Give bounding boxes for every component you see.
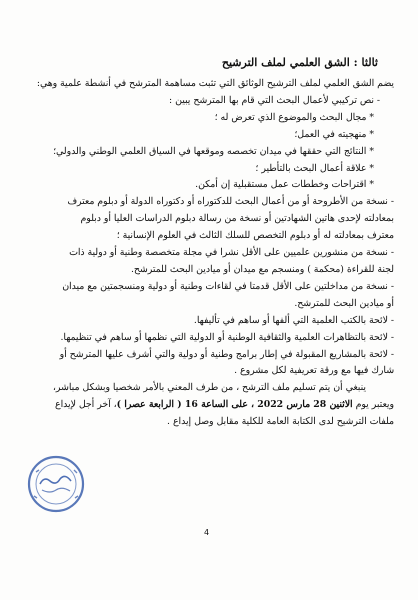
closing-text: ، آخر أجل لإيداع — [55, 399, 117, 411]
paragraph-line: - نسخة من الأطروحة أو من أعمال البحث للدكتوراه أو دكتوراه الدولة أو دبلوم معترف — [67, 196, 394, 208]
faculty-stamp — [26, 454, 86, 514]
sub-item: * اقتراحات وخططات عمل مستقبلية إن أمكن. — [195, 179, 374, 191]
page-number: 4 — [204, 528, 210, 537]
paragraph-line: - نسخة من منشورين علميين على الأقل نشرا في مجلة متخصصة وطنية أو دولية ذات — [69, 247, 394, 259]
section-heading: ثالثا : الشق العلمي لملف الترشيح — [221, 56, 378, 69]
heading-spacer — [20, 46, 394, 76]
paragraph-line: أو ميادين البحث للمترشح. — [294, 297, 394, 309]
paragraph-line: - لائحة بالكتب العلمية التي ألفها أو ساهم في تأليفها. — [193, 314, 394, 326]
paragraph-line: - لائحة بالمشاريع المقبولة في إطار برامج وطنية أو دولية والتي أشرف عليها المترشح أو — [59, 348, 394, 360]
closing-deadline-line — [20, 397, 394, 414]
sub-item: * مجال البحث والموضوع الذي تعرض له ؛ — [214, 111, 374, 123]
paragraph-line: - لائحة بالتظاهرات العلمية والثقافية الوطنية أو الدولية التي نظمها أو ساهم في تنظيمها. — [60, 331, 394, 343]
closing-text: ويعتبر يوم — [352, 399, 394, 411]
paragraph-line: لجنة للقراءة (محكمة ) ومنسجم مع ميدان أو ميادين البحث للمترشح. — [130, 263, 394, 275]
paragraph-line: معترف بمعادلته له أو دبلوم التخصص للسلك الثالث في العلوم الإنسانية ؛ — [116, 230, 394, 242]
paragraph-line: - نسخة من مداخلتين على الأقل قدمتا في لقاءات وطنية أو دولية ومنسجمتين مع ميدان — [62, 280, 394, 292]
paragraph-line: شارك فيها مع ورقة تعريفية لكل مشروع . — [234, 365, 394, 377]
sub-item: * النتائج التي حققها في ميدان تخصصه وموقعها في السياق العلمي الوطني والدولي؛ — [53, 145, 374, 157]
intro-text: يضم الشق العلمي لملف الترشيح الوثائق التي تثبت مساهمة المترشح في أنشطة علمية وهي: — [36, 78, 394, 89]
sub-item: * علاقة أعمال البحث بالتأطير ؛ — [255, 162, 374, 174]
sub-item: * منهجيته في العمل؛ — [294, 128, 374, 140]
stamp-seal-icon — [26, 454, 86, 514]
body-text — [20, 46, 394, 431]
summary-item: - نص تركيبي لأعمال البحث التي قام بها المترشح يبين : — [169, 94, 380, 106]
closing-line: ملفات الترشيح لدى الكتابة العامة للكلية مقابل وصل إيداع . — [167, 416, 394, 428]
closing-line: ينبغي أن يتم تسليم ملف الترشح ، من طرف المعني بالأمر شخصيا وبشكل مباشر، — [52, 382, 366, 394]
deadline-date: الاثنين 28 مارس 2022 ، على الساعة 16 ( الرابعة عصرا ) — [116, 399, 353, 411]
paragraph-line: بمعادلته لإحدى هاتين الشهادتين أو نسخة من رسالة دبلوم الدراسات العليا أو دبلوم — [80, 213, 394, 225]
